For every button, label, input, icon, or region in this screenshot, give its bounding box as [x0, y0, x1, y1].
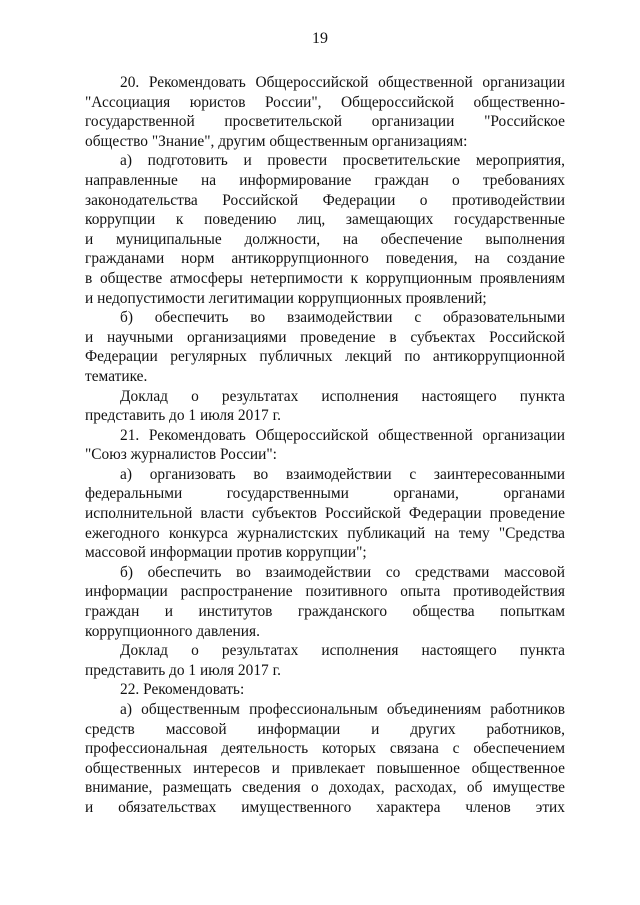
- text-line: коррупционного давления.: [85, 622, 260, 640]
- text-line: законодательства Российской Федерации о противодействии: [85, 191, 565, 209]
- text-line: б) обеспечить во взаимодействии с образовательными: [120, 309, 565, 327]
- text-line: тематике.: [85, 367, 148, 385]
- document-body: [85, 73, 565, 818]
- text-line: информации распространение позитивного опыта противодействия: [85, 583, 565, 601]
- text-line: массовой информации против коррупции";: [85, 544, 367, 562]
- text-line: Федерации регулярных публичных лекций по антикоррупционной: [85, 348, 565, 366]
- text-line: б) обеспечить во взаимодействии со средствами массовой: [120, 563, 565, 581]
- text-line: средств массовой информации и других работников,: [85, 720, 565, 738]
- text-line: Доклад о результатах исполнения настоящего пункта: [120, 387, 565, 405]
- text-line: 20. Рекомендовать Общероссийской общественной организации: [120, 74, 565, 91]
- text-line: Доклад о результатах исполнения настоящего пункта: [120, 642, 565, 660]
- text-line: профессиональная деятельность которых связана с обеспечением: [85, 740, 565, 758]
- text-line: представить до 1 июля 2017 г.: [85, 407, 281, 425]
- text-line: а) организовать во взаимодействии с заинтересованными: [120, 465, 565, 483]
- text-line: и научными организациями проведение в субъектах Российской: [85, 328, 565, 346]
- text-line: коррупции к поведению лиц, замещающих государственные: [85, 211, 565, 229]
- text-line: "Ассоциация юристов России", Общероссийской общественно-: [85, 93, 565, 111]
- text-line: и муниципальные должности, на обеспечение выполнения: [85, 230, 565, 248]
- text-line: федеральными государственными органами, органами: [85, 485, 565, 503]
- text-line: внимание, размещать сведения о доходах, расходах, об имуществе: [85, 779, 565, 797]
- text-line: исполнительной власти субъектов Российской Федерации проведение: [85, 505, 565, 523]
- text-line: представить до 1 июля 2017 г.: [85, 661, 281, 679]
- page-number: 19: [312, 30, 328, 47]
- text-line: и обязательствах имущественного характера членов этих: [85, 798, 565, 816]
- text-line: ежегодного конкурса журналистских публикаций на тему "Средства: [85, 524, 565, 542]
- text-line: направленные на информирование граждан о требованиях: [85, 171, 565, 189]
- text-line: общество "Знание", другим общественным организациям:: [85, 132, 468, 150]
- text-line: граждан и институтов гражданского общества попыткам: [85, 603, 565, 621]
- text-line: "Союз журналистов России":: [85, 446, 277, 464]
- text-line: и недопустимости легитимации коррупционных проявлений;: [85, 289, 487, 307]
- text-line: государственной просветительской организации "Российское: [85, 113, 565, 131]
- text-line: в обществе атмосферы нетерпимости к коррупционным проявлениям: [85, 269, 565, 287]
- text-line: 22. Рекомендовать:: [120, 681, 245, 699]
- text-line: 21. Рекомендовать Общероссийской общественной организации: [120, 426, 565, 444]
- text-line: а) подготовить и провести просветительские мероприятия,: [120, 152, 565, 170]
- text-line: а) общественным профессиональным объединениям работников: [120, 701, 565, 718]
- text-line: гражданами норм антикоррупционного поведения, на создание: [85, 250, 565, 268]
- text-line: общественных интересов и привлекает повышенное общественное: [85, 759, 565, 777]
